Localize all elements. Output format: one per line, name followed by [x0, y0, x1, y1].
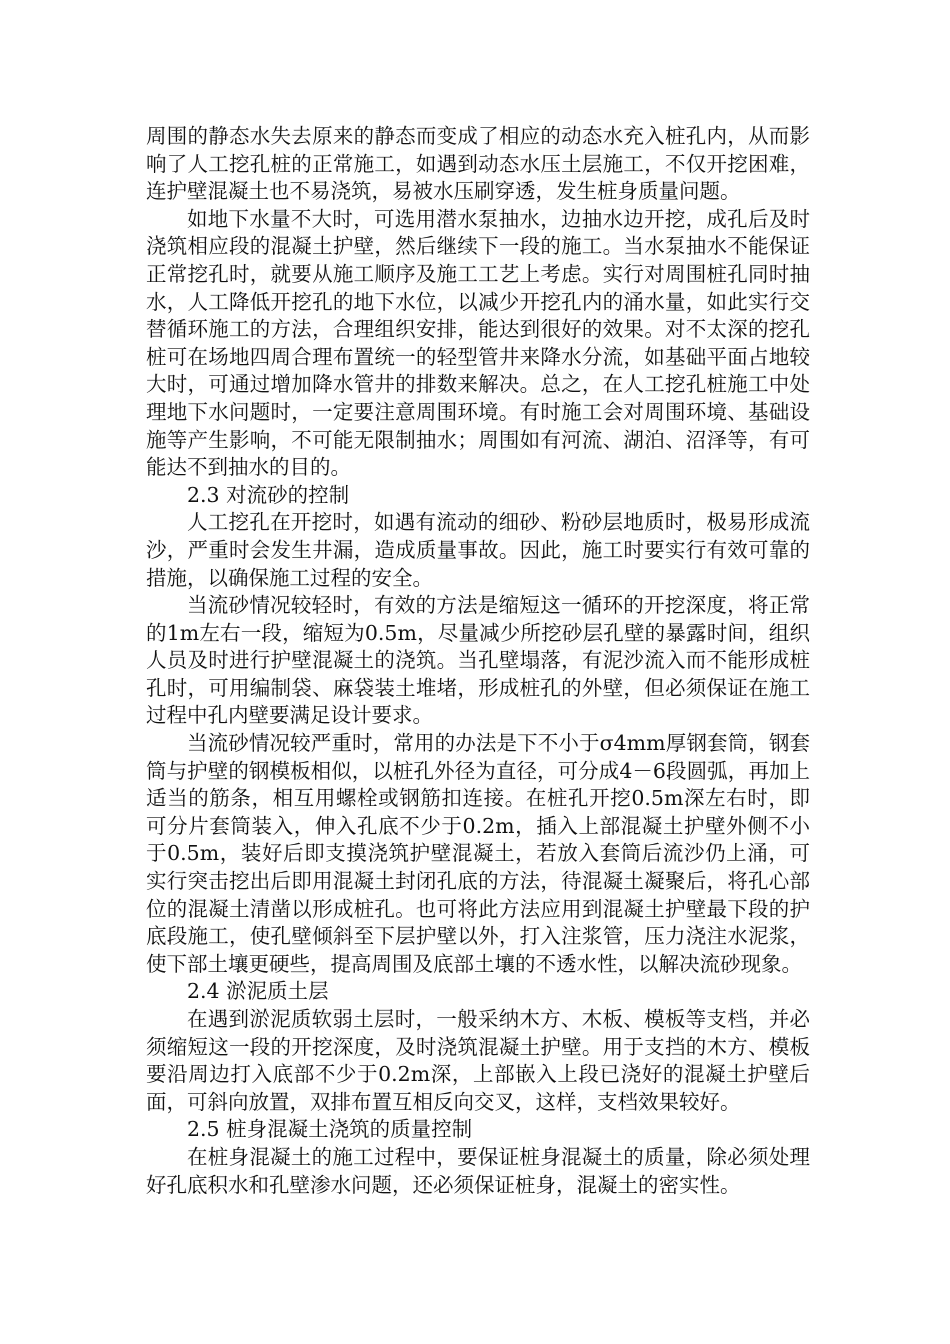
paragraph-dynamic-water: 周围的静态水失去原来的静态而变成了相应的动态水充入桩孔内，从而影响了人工挖孔桩的正常施工，如遇到动态水压土层施工，不仅开挖困难，连护壁混凝土也不易浇筑，易被水压刷穿透，发生桩身质量问题。 [146, 124, 810, 204]
paragraph-quicksand-severe: 当流砂情况较严重时，常用的办法是下不小于σ4mm厚钢套筒，钢套筒与护壁的钢模板相似，以桩孔外径为直径，可分成4－6段圆弧，再加上适当的筋条，相互用螺栓或钢筋扣连接。在桩孔开挖0.5m深左右时，即可分片套筒装入，伸入孔底不少于0.2m，插入上部混凝土护壁外侧不小于0.5m，装好后即支摸浇筑护壁混凝土，若放入套筒后流沙仍上涌，可实行突击挖出后即用混凝土封闭孔底的方法，待混凝土凝聚后，将孔心部位的混凝土清凿以形成桩孔。也可将此方法应用到混凝土护壁最下段的护底段施工，使孔壁倾斜至下层护壁以外，打入注浆管，压力浇注水泥浆，使下部土壤更硬些，提高周围及底部土壤的不透水性，以解决流砂现象。 [146, 731, 810, 976]
paragraph-concrete-quality: 在桩身混凝土的施工过程中，要保证桩身混凝土的质量，除必须处理好孔底积水和孔壁渗水问题，还必须保证桩身，混凝土的密实性。 [146, 1144, 810, 1197]
section-heading-2-4: 2.4 淤泥质土层 [187, 979, 329, 1004]
paragraph-silt-layer: 在遇到淤泥质软弱土层时，一般采纳木方、木板、模板等支档，并必须缩短这一段的开挖深度，及时浇筑混凝土护壁。用于支挡的木方、模板要沿周边打入底部不少于0.2m深，上部嵌入上段已浇好的混凝土护壁后面，可斜向放置，双排布置互相反向交叉，这样，支档效果较好。 [146, 1007, 810, 1114]
paragraph-quicksand-light: 当流砂情况较轻时，有效的方法是缩短这一循环的开挖深度，将正常的1m左右一段，缩短为0.5m，尽量减少所挖砂层孔壁的暴露时间，组织人员及时进行护壁混凝土的浇筑。当孔壁塌落，有泥沙流入而不能形成桩孔时，可用编制袋、麻袋装土堆堵，形成桩孔的外壁，但必须保证在施工过程中孔内壁要满足设计要求。 [146, 593, 810, 728]
section-heading-2-3: 2.3 对流砂的控制 [187, 482, 350, 507]
section-heading-2-5: 2.5 桩身混凝土浇筑的质量控制 [187, 1117, 473, 1142]
paragraph-groundwater-pumping: 如地下水量不大时，可选用潜水泵抽水，边抽水边开挖，成孔后及时浇筑相应段的混凝土护壁，然后继续下一段的施工。当水泵抽水不能保证正常挖孔时，就要从施工顺序及施工工艺上考虑。实行对周围桩孔同时抽水，人工降低开挖孔的地下水位，以减少开挖孔内的涌水量，如此实行交替循环施工的方法，合理组织安排，能达到很好的效果。对不太深的挖孔桩可在场地四周合理布置统一的轻型管井来降水分流，如基础平面占地较大时，可通过增加降水管井的排数来解决。总之，在人工挖孔桩施工中处理地下水问题时，一定要注意周围环境。有时施工会对周围环境、基础设施等产生影响，不可能无限制抽水；周围如有河流、湖泊、沼泽等，有可能达不到抽水的目的。 [146, 206, 810, 480]
document-body [146, 123, 810, 1199]
paragraph-quicksand-intro: 人工挖孔在开挖时，如遇有流动的细砂、粉砂层地质时，极易形成流沙，严重时会发生井漏，造成质量事故。因此，施工时要实行有效可靠的措施，以确保施工过程的安全。 [146, 510, 810, 590]
